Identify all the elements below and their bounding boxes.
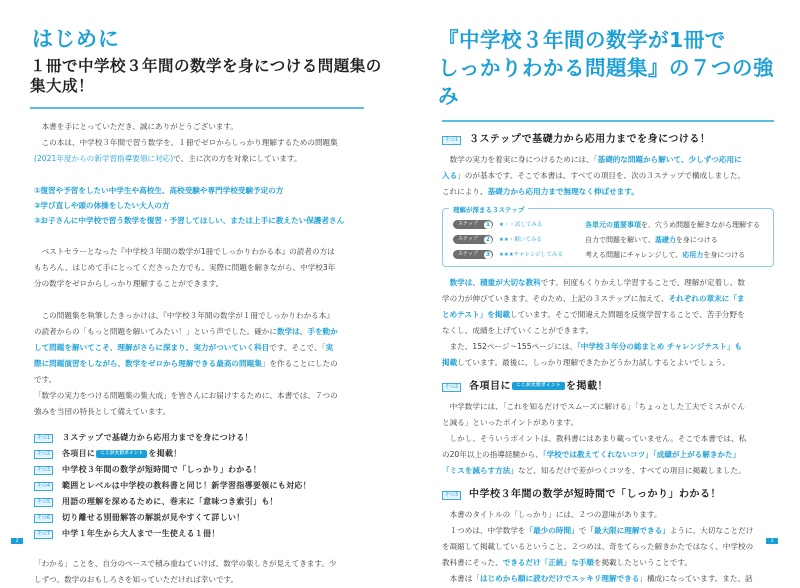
text: 」を作ることにしたの: [261, 359, 338, 368]
page-title: はじめに: [32, 27, 120, 51]
text: 本書は「: [449, 574, 480, 583]
steps-box: [442, 208, 774, 267]
section-title: ３ステップで基礎力から応用力までを身につける！: [469, 134, 711, 145]
step-difficulty: ★★★チャレンジしてみる: [499, 251, 563, 258]
text: 学の力が伸びていきます。そのため、上記の３ステップに加えて、: [442, 294, 669, 303]
number-badge: その2: [34, 450, 53, 459]
highlight-text: 基礎力から応用力まで無理なく伸ばせます。: [487, 187, 639, 196]
text: です。何度もくりかえし学習することで、理解が定着し、数: [540, 278, 745, 287]
number-badge: その2: [442, 383, 461, 392]
highlight-text: 実: [325, 343, 334, 352]
paragraph: と減る」といったポイントがあります。: [442, 418, 579, 427]
paragraph: 本書のタイトルの「しっかり」には、２つの意味があります。: [449, 510, 662, 519]
section-title: 中学校３年間の数学が短時間で「しっかり」わかる！: [469, 489, 721, 500]
text: １つめは、中学数学を: [449, 526, 526, 535]
paragraph: しかし、そういうポイントは、教科書にはあまり載っていません。そこで本書では、私: [449, 434, 747, 443]
paragraph: [442, 275, 776, 291]
title-line: しっかりわかる問題集』の７つの強み: [438, 56, 774, 108]
paragraph: [442, 571, 776, 587]
highlight-text: 「中学校３年分の総まとめ チャレンジテスト」も: [577, 342, 742, 351]
strength-item: [34, 430, 370, 446]
paragraph: [442, 307, 776, 323]
paragraph: [442, 168, 776, 184]
highlight-text: (2021年度からの新学習指導要領に対応): [34, 154, 174, 163]
paragraph: 強みを当団の特長として備えています。: [34, 407, 171, 416]
text: を、穴うめ問題を解きながら理解する: [641, 220, 760, 229]
text: です。そこで、「: [269, 343, 326, 352]
page-number: 2: [11, 538, 23, 544]
text: 」構成になっています。また、話: [639, 574, 753, 583]
step-label: ステップ: [458, 221, 478, 227]
strength-item: [34, 462, 370, 478]
highlight-text: 「最少の時間」: [525, 526, 579, 535]
paragraph: もちろん、はじめて手にとってくださった方でも、実際に問題を解きながら、中学校3年: [34, 263, 336, 272]
highlight-text: 入る: [442, 171, 458, 180]
paragraph: です。: [34, 375, 57, 384]
text: 教科書にそった、: [442, 558, 503, 567]
text: 自力で問題を解いて、: [585, 235, 655, 244]
text: 各項目に: [469, 381, 511, 392]
highlight-text: 際に問題演習をしながら、数学をゼロから理解できる最高の問題集: [34, 359, 262, 368]
paragraph: を凝縮して掲載しているということ。２つめは、奇をてらった解きかたではなく、中学校の: [442, 542, 754, 551]
paragraph: ベストセラーとなった『中学校３年間の数学が1冊でしっかりわかる本』の読者の方は: [41, 247, 335, 256]
text: を掲載！: [566, 381, 608, 392]
step-difficulty: ★・・試してみる: [499, 221, 543, 228]
text: しています。最後に、しっかり理解できたかどうか力試しするとよいでしょう。: [457, 358, 730, 367]
text: また、152ページ～155ページには、: [449, 342, 577, 351]
paragraph: [442, 463, 776, 479]
text: 考える問題にチャレンジして、: [585, 250, 683, 259]
text: ように、大切なことだけ: [669, 526, 754, 535]
target-item: ①復習や予習をしたい中学生や高校生、高校受験や専門学校受験予定の方: [34, 186, 284, 195]
strength-item: [34, 446, 370, 462]
left-page: [0, 0, 400, 584]
section-heading: [442, 132, 776, 148]
paragraph: [442, 447, 776, 463]
step-label: ステップ: [458, 251, 478, 257]
strength-item: [34, 526, 370, 542]
paragraph: 分の数学をゼロからしっかり理解することができます。: [34, 279, 224, 288]
paragraph: [442, 555, 776, 571]
step-pill: [453, 250, 493, 259]
text: を身につける: [703, 250, 746, 259]
title-divider: [30, 107, 364, 109]
text: 数学の実力を着実に身につけるためには、「: [449, 155, 598, 164]
highlight-text: はじめから順に読むだけでスッキリ理解できる: [479, 574, 640, 583]
strength-item: [34, 510, 370, 526]
page-title: [438, 26, 778, 110]
strength-text: 中学１年生から大人まで一生使える１冊！: [62, 529, 220, 538]
strength-text: 中学校３年間の数学が短時間で「しっかり」わかる！: [62, 465, 262, 474]
step-number: 2: [485, 235, 491, 243]
step-row: [453, 217, 765, 232]
highlight-text: それぞれの章末に「ま: [668, 294, 745, 303]
paragraph: [34, 324, 370, 340]
text: の20年以上の指導経験から、: [442, 450, 543, 459]
highlight-text: 基礎力: [654, 235, 676, 244]
text: この本は、中学校３年間で習う数学を、１冊でゼロからしっかり理解するための問題集: [41, 138, 338, 147]
paragraph: 本書を手にとっていただき、誠にありがとうございます。: [41, 122, 238, 131]
text: これにより、: [442, 187, 488, 196]
step-description: [585, 232, 718, 248]
title-line: 『中学校３年間の数学が1冊で: [438, 28, 726, 52]
strength-text: [62, 446, 182, 462]
paragraph: [34, 356, 370, 372]
point-chip: ここが大切ポイント: [96, 450, 147, 458]
highlight-text: 「ミスを減らす方法」: [442, 466, 518, 475]
highlight-text: 「学校では教えてくれないコツ」「成績が上がる解きかた」: [542, 450, 741, 459]
paragraph: [34, 135, 370, 151]
highlight-text: 数学は、手を動か: [277, 327, 338, 336]
text: を身につける: [675, 235, 718, 244]
step-description: [585, 217, 760, 233]
target-item: ③お子さんに中学校で習う数学を復習・予習してほしい、または上手に教えたい保護者さん: [34, 216, 345, 225]
paragraph: [442, 291, 776, 307]
step-number: 3: [485, 250, 491, 258]
paragraph: [442, 355, 776, 371]
strengths-content: [442, 132, 776, 587]
strength-item: [34, 478, 370, 494]
highlight-text: 各単元の重要事項: [585, 220, 641, 229]
text: で: [578, 526, 587, 535]
page-subtitle: １冊で中学校３年間の数学を身につける問題集の集大成！: [30, 57, 382, 95]
text: 各項目に: [62, 449, 96, 458]
step-number: 1: [485, 220, 491, 228]
paragraph: [34, 151, 370, 167]
strength-list: [34, 430, 370, 542]
number-badge: その1: [442, 136, 461, 145]
paragraph: この問題集を執筆したきっかけは、『中学校３年間の数学が１冊でしっかりわかる本』: [41, 311, 334, 320]
paragraph: しずつ、数学のおもしろさを知っていただければ幸いです。: [34, 575, 239, 584]
paragraph: 「わかる」ことを、自分のペースで積み重ねていけば、数学の楽しさが見えてきます。少: [34, 559, 337, 568]
section-heading: [442, 487, 776, 503]
target-reader-list: [34, 183, 370, 228]
highlight-text: 「最大限に理解できる」: [586, 526, 670, 535]
number-badge: その7: [34, 530, 53, 539]
highlight-text: 掲載: [442, 358, 458, 367]
step-description: [585, 247, 745, 263]
point-chip: ここが大切ポイント: [512, 382, 565, 390]
highlight-text: 数学は、積重が大切な教科: [449, 278, 541, 287]
paragraph: [442, 184, 776, 200]
strength-item: [34, 494, 370, 510]
number-badge: その3: [34, 466, 53, 475]
target-item: ②学び直しや頭の体操をしたい大人の方: [34, 201, 170, 210]
section-title: [469, 379, 608, 395]
step-difficulty: ★★・解いてみる: [499, 236, 542, 243]
number-badge: その1: [34, 434, 53, 443]
steps-box-label: 理解が深まる３ステップ: [449, 202, 528, 218]
text: など、知るだけで差がつくコツを、すべての項目に掲載しました。: [517, 466, 746, 475]
paragraph: [442, 523, 776, 539]
paragraph: [442, 339, 776, 355]
strength-text: ３ステップで基礎力から応用力までを身につける！: [62, 433, 253, 442]
text: の読者からの「もっと問題を解いてみたい！」という声でした。確かに: [34, 327, 277, 336]
strength-text: 用語の理解を深めるために、巻末に「意味つき索引」も！: [62, 497, 278, 506]
section-heading: [442, 379, 776, 395]
highlight-text: して問題を解いてこそ、理解がさらに深まり、実力がついていく科目: [34, 343, 270, 352]
paragraph: 中学数学には、「これを知るだけでスムーズに解ける」「ちょっとした工夫でミスがぐん: [449, 402, 745, 411]
highlight-text: 応用力: [682, 250, 704, 259]
text: 」のが基本です。そこで本書は、すべての項目を、次の３ステップで構成しました。: [457, 171, 746, 180]
number-badge: その6: [34, 514, 53, 523]
right-page: [400, 0, 800, 583]
strength-text: 切り離せる別冊解答の解説が見やすくて詳しい！: [62, 513, 245, 522]
text: しています。そこで間違えた問題を反復学習することで、苦手分野を: [510, 310, 745, 319]
text: を掲載！: [148, 449, 182, 458]
paragraph: なくし、成績を上げていくことができます。: [442, 326, 594, 335]
number-badge: その5: [34, 498, 53, 507]
step-row: [453, 232, 765, 247]
step-pill: [453, 220, 493, 229]
paragraph: [442, 152, 776, 168]
number-badge: その3: [442, 491, 461, 500]
intro-content: [34, 119, 370, 588]
paragraph: [34, 340, 370, 356]
title-divider: [442, 120, 774, 122]
highlight-text: 基礎的な問題から解いて、少しずつ応用に: [597, 155, 742, 164]
step-label: ステップ: [458, 236, 478, 242]
strength-text: 範囲とレベルは中学校の教科書と同じ！新学習指導要領にも対応！: [62, 481, 311, 490]
highlight-text: できるだけ「正統」な手順: [502, 558, 594, 567]
step-row: [453, 247, 765, 262]
paragraph: 「数学の実力をつける問題集の集大成」を皆さんにお届けするために、本書では、７つの: [34, 391, 338, 400]
text: を掲載したということです。: [593, 558, 692, 567]
step-pill: [453, 235, 493, 244]
number-badge: その4: [34, 482, 53, 491]
page-number: 3: [766, 538, 778, 544]
highlight-text: とめテスト」を掲載: [442, 310, 511, 319]
text: で、主に次の方を対象にしています。: [173, 154, 302, 163]
